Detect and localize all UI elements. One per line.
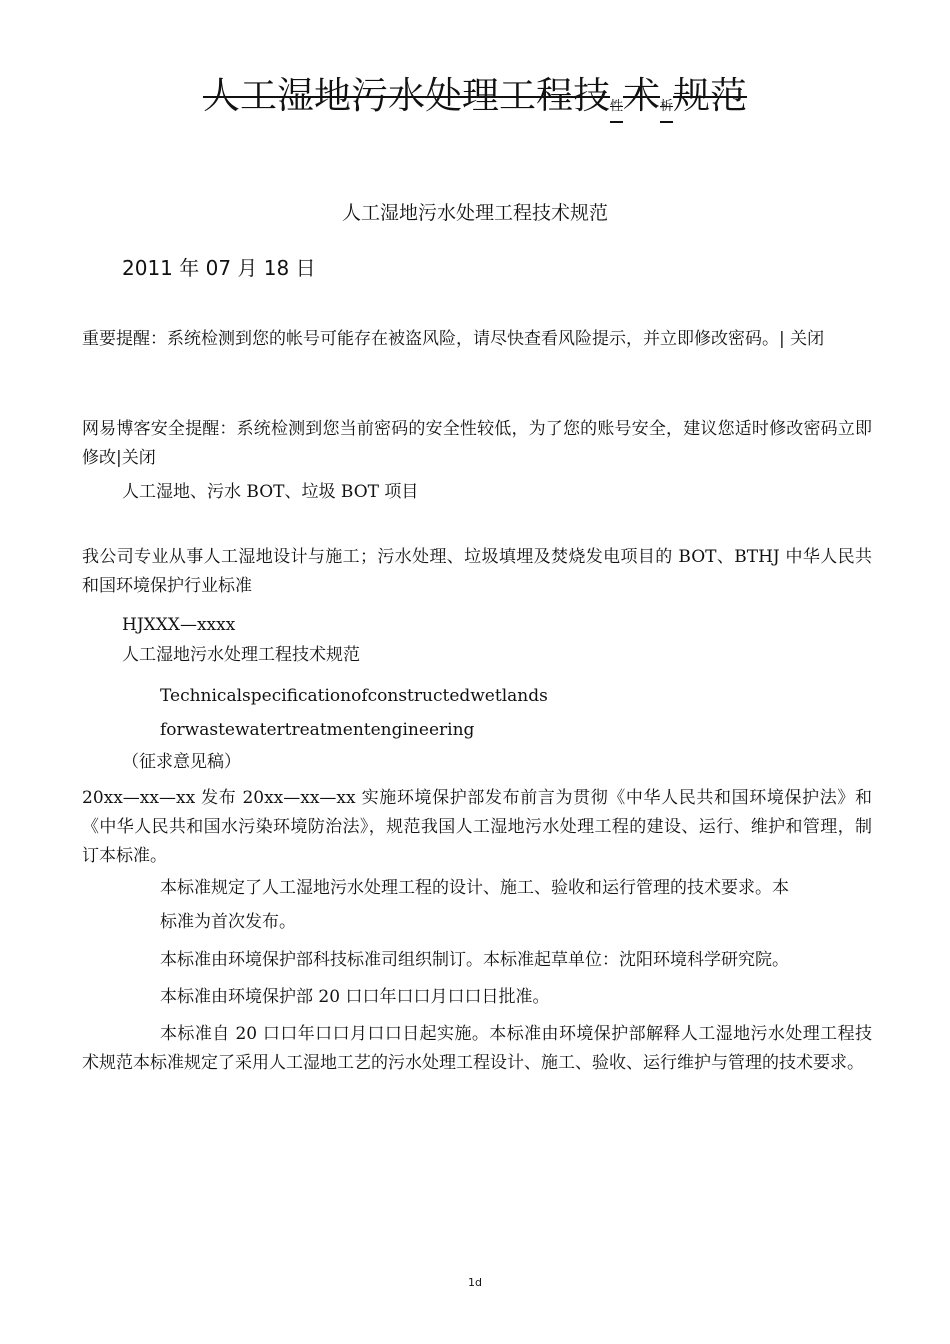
main-title-part-3: 规范 [673,74,748,117]
scope-line-2: 标准为首次发布。 [160,912,296,932]
main-title-part-2: 术 [623,74,660,117]
implementation-paragraph: 本标准自 20 口口年口口月口口日起实施。本标准由环境保护部解释人工湿地污水处理工程技术规范本标准规定了采用人工湿地工艺的污水处理工程设计、施工、验收、运行维护与管理的技术要求。 [82,1024,872,1073]
account-risk-notice: 重要提醒：系统检测到您的帐号可能存在被盗风险，请尽快查看风险提示，并立即修改密码。| 关闭 [82,329,825,349]
company-paragraph: 我公司专业从事人工湿地设计与施工；污水处理、垃圾填埋及焚烧发电项目的 BOT、BTHJ 中华人民共和国环境保护行业标准 [82,547,872,596]
password-security-notice: 网易博客安全提醒：系统检测到您当前密码的安全性较低，为了您的账号安全，建议您适时修改密码立即修改|关闭 [82,419,872,468]
preface-paragraph: 20xx—xx—xx 发布 20xx—xx—xx 实施环境保护部发布前言为贯彻《中华人民共和国环境保护法》和《中华人民共和国水污染环境防治法》，规范我国人工湿地污水处理工程的建设、运行、维护和管理，制订本标准。 [82,788,872,866]
english-title-line-2: forwastewatertreatmentengineering [160,720,475,740]
page-number: 1d [468,1276,482,1289]
main-title-part-1: 人工湿地污水处理工程技 [202,74,610,117]
main-title-small-mark-2: 析 [660,99,674,114]
draft-note: （征求意见稿） [122,752,241,772]
standard-name: 人工湿地污水处理工程技术规范 [122,645,360,665]
approval-line: 本标准由环境保护部 20 口口年口口月口口日批准。 [160,987,550,1007]
document-date: 2011 年 07 月 18 日 [122,256,316,280]
document-subtitle: 人工湿地污水处理工程技术规范 [341,202,608,224]
document-main-title [0,74,950,129]
project-line: 人工湿地、污水 BOT、垃圾 BOT 项目 [122,482,419,502]
main-title-small-mark-1: 性 [609,99,623,114]
drafter-line: 本标准由环境保护部科技标准司组织制订。本标准起草单位：沈阳环境科学研究院。 [160,950,789,970]
standard-code: HJXXX—xxxx [122,615,236,635]
scope-line-1: 本标准规定了人工湿地污水处理工程的设计、施工、验收和运行管理的技术要求。本 [160,878,789,898]
english-title-line-1: Technicalspecificationofconstructedwetlands [160,686,548,706]
